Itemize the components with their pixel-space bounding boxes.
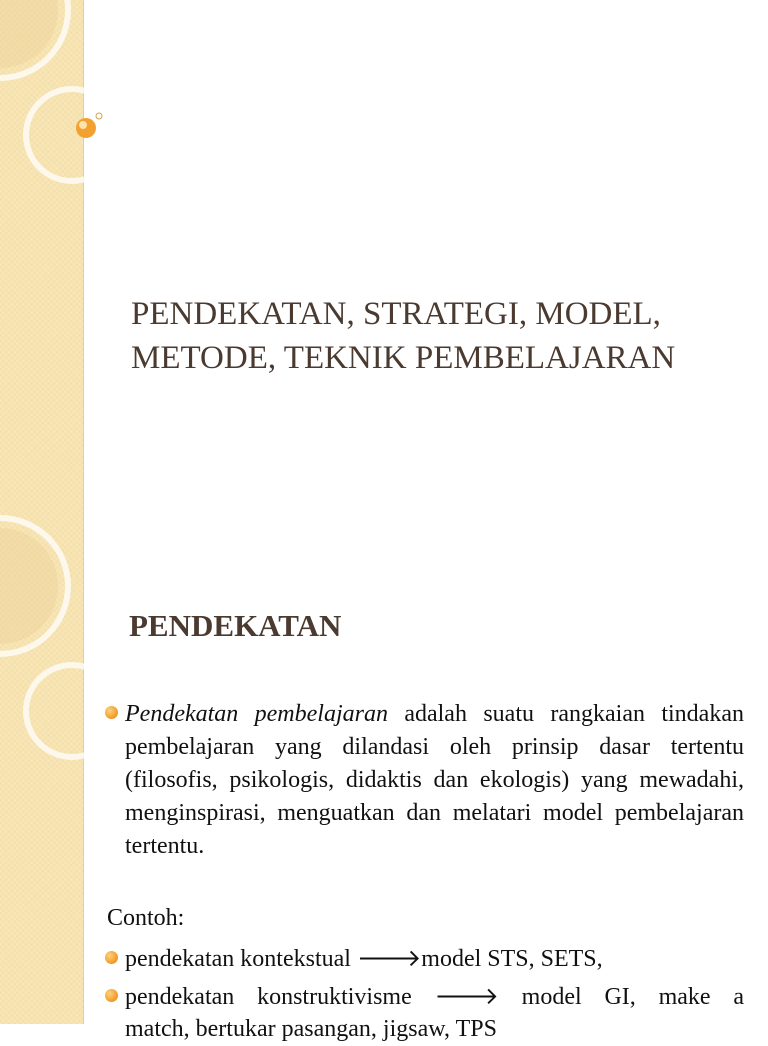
decorative-circles-icon: [0, 0, 120, 200]
arrow-right-icon: 🡒: [356, 946, 422, 972]
bullet-icon: [105, 951, 118, 964]
definition-term: Pendekatan pembelajaran: [125, 701, 388, 727]
list-item-continuation: [104, 1013, 744, 1046]
examples-label: Contoh:: [107, 905, 185, 931]
page-title: [131, 292, 751, 380]
section-heading: PENDEKATAN: [129, 608, 342, 643]
definition-bullet: [104, 698, 744, 863]
example-approach: pendekatan kontekstual: [125, 946, 357, 972]
example-approach: pendekatan konstruktivisme: [125, 984, 435, 1010]
definition-text: [104, 698, 744, 863]
list-item: [104, 943, 744, 976]
list-item: [104, 981, 744, 1014]
title-line-1: PENDEKATAN, STRATEGI, MODEL,: [131, 296, 661, 332]
arrow-right-icon: 🡒: [434, 984, 499, 1010]
content-slide: [0, 576, 768, 1042]
bullet-icon: [105, 706, 118, 719]
decorative-side-strip: [0, 576, 84, 1024]
decorative-side-strip: [0, 0, 84, 576]
title-line-2: METODE, TEKNIK PEMBELAJARAN: [131, 340, 676, 376]
definition-body: adalah suatu rangkaian tindakan pembelajaran yang dilandasi oleh prinsip dasar tertentu (filosofis, psikologis, didaktis dan ekologis) yang mewadahi, menginspirasi, menguatkan dan melatari model pembelajaran tertentu.: [125, 701, 744, 859]
example-models: model STS, SETS,: [421, 946, 603, 972]
decorative-circles-icon: [0, 576, 120, 776]
bullet-icon: [105, 989, 118, 1002]
example-continuation: match, bertukar pasangan, jigsaw, TPS: [125, 1016, 497, 1042]
example-models: model GI, make a: [498, 984, 744, 1010]
